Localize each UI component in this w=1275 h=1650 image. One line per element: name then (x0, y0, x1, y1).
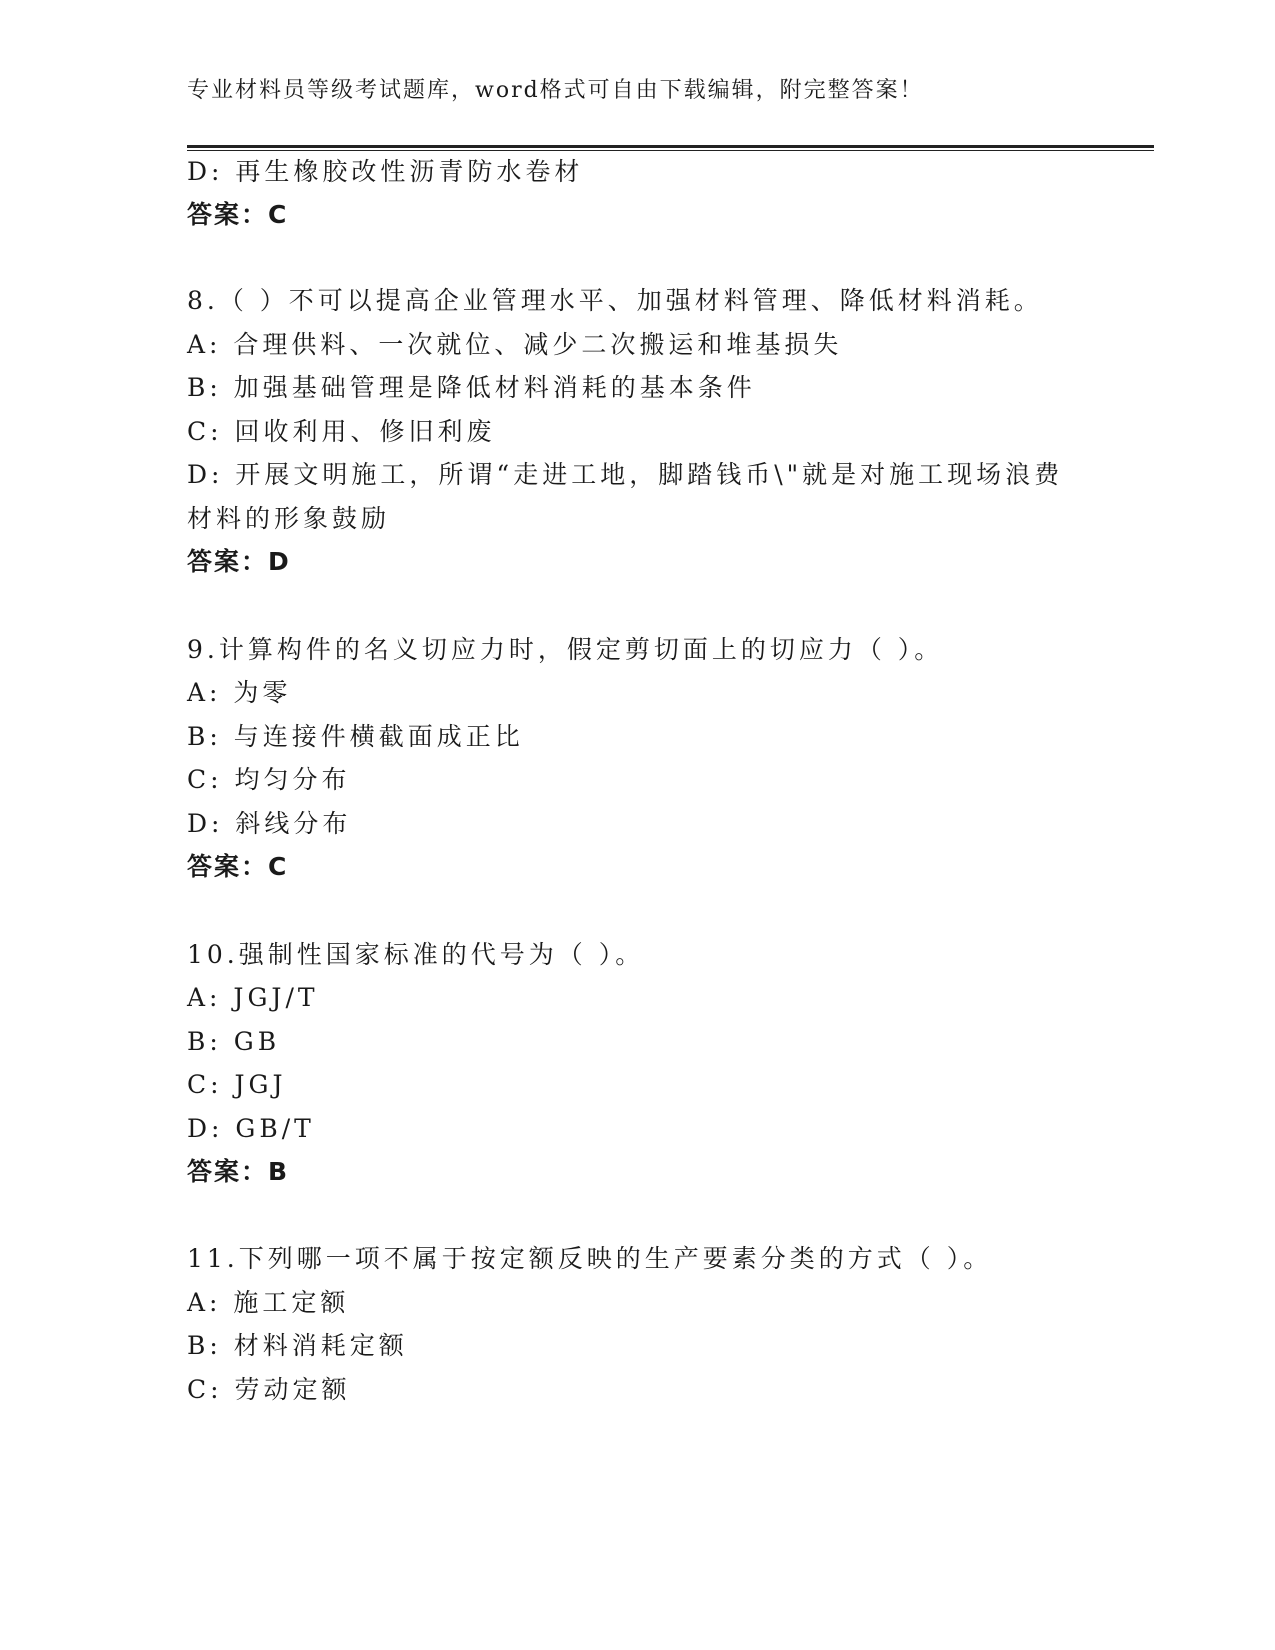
q11-option-b: B: 材料消耗定额 (187, 1331, 408, 1360)
q7-answer: 答案：C (187, 200, 289, 229)
q11-option-c: C: 劳动定额 (187, 1375, 351, 1404)
q11-stem: 11.下列哪一项不属于按定额反映的生产要素分类的方式（ ）。 (187, 1244, 993, 1273)
q8-answer: 答案：D (187, 547, 291, 576)
q8-option-a: A: 合理供料、一次就位、减少二次搬运和堆基损失 (187, 330, 843, 359)
q8-stem: 8.（ ）不可以提高企业管理水平、加强材料管理、降低材料消耗。 (187, 286, 1043, 315)
q8-option-d: D: 开展文明施工，所谓“走进工地，脚踏钱币\"就是对施工现场浪费 (187, 460, 1064, 489)
q11-option-a: A: 施工定额 (187, 1288, 350, 1317)
q10-option-c: C: JGJ (187, 1070, 287, 1099)
q9-option-d: D: 斜线分布 (187, 809, 352, 838)
q8-option-d-continuation: 材料的形象鼓励 (187, 504, 391, 533)
q8-option-c: C: 回收利用、修旧利废 (187, 417, 496, 446)
document-header: 专业材料员等级考试题库，word格式可自由下载编辑，附完整答案！ (187, 78, 924, 103)
q9-option-a: A: 为零 (187, 678, 292, 707)
q9-option-b: B: 与连接件横截面成正比 (187, 722, 524, 751)
q9-answer: 答案：C (187, 852, 289, 881)
q10-option-d: D: GB/T (187, 1114, 315, 1143)
header-divider-thin (187, 150, 1154, 151)
q9-stem: 9.计算构件的名义切应力时，假定剪切面上的切应力（ ）。 (187, 635, 944, 664)
q10-stem: 10.强制性国家标准的代号为（ ）。 (187, 940, 645, 969)
q8-option-b: B: 加强基础管理是降低材料消耗的基本条件 (187, 373, 756, 402)
q10-option-b: B: GB (187, 1027, 281, 1056)
q10-option-a: A: JGJ/T (187, 983, 319, 1012)
q7-option-d: D: 再生橡胶改性沥青防水卷材 (187, 157, 584, 186)
q10-answer: 答案：B (187, 1157, 290, 1186)
header-divider-thick (187, 145, 1154, 148)
q9-option-c: C: 均匀分布 (187, 765, 351, 794)
